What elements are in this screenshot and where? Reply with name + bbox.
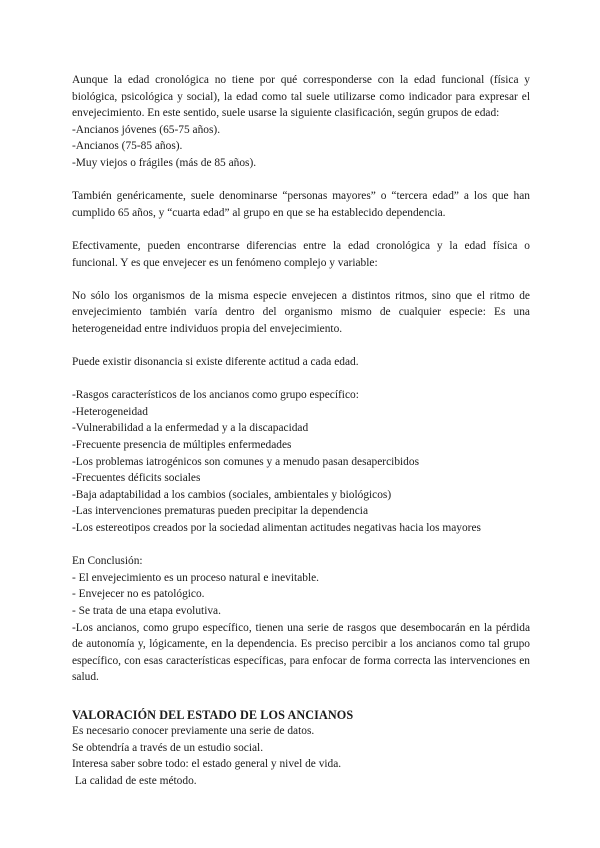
spacer bbox=[72, 371, 530, 388]
section-heading: VALORACIÓN DEL ESTADO DE LOS ANCIANOS bbox=[72, 707, 354, 722]
traits-title: -Rasgos característicos de los ancianos como grupo específico: bbox=[72, 389, 359, 402]
trait-item: -Baja adaptabilidad a los cambios (sociales, ambientales y biológicos) bbox=[72, 488, 392, 501]
trait-item: -Heterogeneidad bbox=[72, 405, 148, 418]
trait-item: -Vulnerabilidad a la enfermedad y a la discapacidad bbox=[72, 422, 309, 435]
differences-paragraph: Efectivamente, pueden encontrarse diferencias entre la edad cronológica y la edad física o funcional. Y es que envejecer es un fenómeno complejo y variable: bbox=[72, 239, 530, 269]
trait-item: -Frecuentes déficits sociales bbox=[72, 472, 201, 485]
spacer bbox=[72, 271, 530, 288]
spacer bbox=[72, 686, 530, 703]
conclusion-item: - Se trata de una etapa evolutiva. bbox=[72, 605, 221, 617]
assessment-line: Se obtendría a través de un estudio social. bbox=[72, 741, 264, 754]
document-page bbox=[72, 72, 530, 790]
trait-item: -Los estereotipos creados por la sociedad alimentan actitudes negativas hacia los mayores bbox=[72, 522, 481, 535]
assessment-line: Es necesario conocer previamente una serie de datos. bbox=[72, 725, 315, 738]
age-group-item: -Ancianos (75-85 años). bbox=[72, 140, 183, 153]
spacer bbox=[72, 338, 530, 355]
generic-terms-paragraph: También genéricamente, suele denominarse “personas mayores” o “tercera edad” a los que han cumplido 65 años, y “cuarta edad” al grupo en que se ha establecido dependencia. bbox=[72, 190, 530, 219]
conclusion-item: - Envejecer no es patológico. bbox=[72, 588, 205, 601]
conclusion-title: En Conclusión: bbox=[72, 555, 143, 568]
assessment-line: La calidad de este método. bbox=[72, 774, 197, 787]
trait-item: -Las intervenciones prematuras pueden precipitar la dependencia bbox=[72, 505, 369, 518]
trait-item: -Frecuente presencia de múltiples enfermedades bbox=[72, 439, 292, 452]
conclusion-paragraph: -Los ancianos, como grupo específico, tienen una serie de rasgos que desembocarán en la pérdida de autonomía y, lógicamente, en la dependencia. Es preciso percibir a los ancianos como tal grupo específico, con esas características específicas, para enfocar de forma correcta las intervenciones en salud. bbox=[72, 621, 530, 684]
assessment-line: Interesa saber sobre todo: el estado general y nivel de vida. bbox=[72, 758, 342, 771]
intro-paragraph: Aunque la edad cronológica no tiene por qué corresponderse con la edad funcional (física y biológica, psicológica y social), la edad como tal suele utilizarse como indicador para expresar el envejecimiento. En este sentido, suele usarse la siguiente clasificación, según grupos de edad: bbox=[72, 74, 530, 120]
conclusion-item: - El envejecimiento es un proceso natural e inevitable. bbox=[72, 571, 320, 584]
dissonance-paragraph: Puede existir disonancia si existe diferente actitud a cada edad. bbox=[72, 356, 359, 369]
spacer bbox=[72, 537, 530, 554]
age-group-item: -Ancianos jóvenes (65-75 años). bbox=[72, 123, 221, 136]
age-group-item: -Muy viejos o frágiles (más de 85 años). bbox=[72, 156, 257, 169]
rhythms-paragraph: No sólo los organismos de la misma especie envejecen a distintos ritmos, sino que el ritmo de envejecimiento también varía dentro del organismo mismo de cualquier especie: Es una heterogeneidad entre individuos propia del envejecimiento. bbox=[72, 289, 530, 335]
spacer bbox=[72, 221, 530, 238]
trait-item: -Los problemas iatrogénicos son comunes y a menudo pasan desapercibidos bbox=[72, 455, 420, 468]
spacer bbox=[72, 172, 530, 189]
